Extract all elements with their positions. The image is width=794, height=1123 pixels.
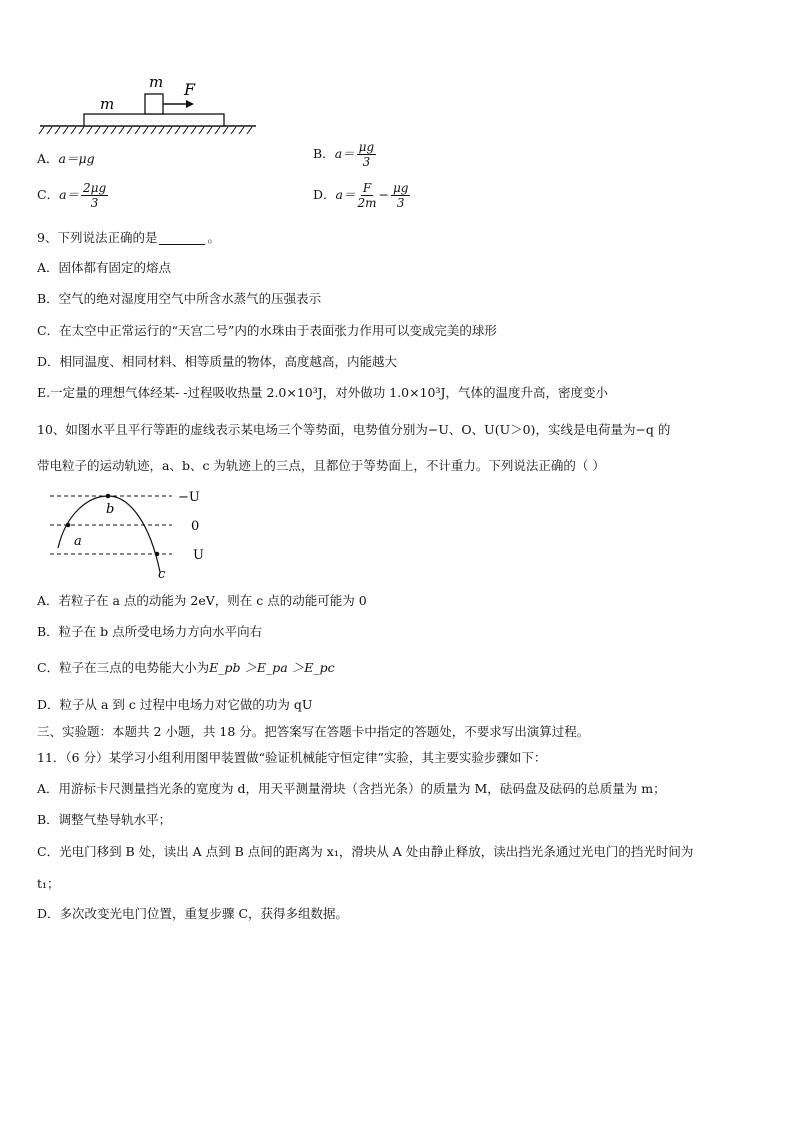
q11-step-a: A．用游标卡尺测量挡光条的宽度为 d，用天平测量滑块（含挡光条）的质量为 M，砝码盘及砝码的总质量为 m； <box>37 781 666 796</box>
q10-option-a: A．若粒子在 a 点的动能为 2eV，则在 c 点的动能可能为 0 <box>37 593 367 608</box>
q10-stem-line2: 带电粒子的运动轨迹，a、b、c 为轨迹上的三点，且都位于等势面上，不计重力。下列说法正确的（ ） <box>37 458 605 473</box>
q11-step-d: D．多次改变光电门位置，重复步骤 C，获得多组数据。 <box>37 906 349 921</box>
q9-option-c: C．在太空中正常运行的“天宫二号”内的水珠由于表面张力作用可以变成完美的球形 <box>37 323 497 338</box>
q10-option-d: D．粒子从 a 到 c 过程中电场力对它做的功为 qU <box>37 697 313 712</box>
q10-option-c: C．粒子在三点的电势能大小为E_pb ＞E_pa ＞E_pc <box>37 660 335 675</box>
answer-blank <box>159 244 205 245</box>
q8-option-c: C．a＝ $\frac{2\mu g}{3}$ <box>37 181 107 210</box>
q11-step-c: C．光电门移到 B 处，读出 A 点到 B 点间的距离为 x₁，滑块从 A 处由静止释放，读出挡光条通过光电门的挡光时间为 <box>37 844 694 859</box>
potential-label-bottom: U <box>193 548 204 563</box>
equipotential-figure <box>50 484 230 584</box>
potential-label-mid: 0 <box>191 519 200 534</box>
q11-step-c-cont: t₁； <box>37 876 60 891</box>
q9-option-d: D．相同温度、相同材料、相等质量的物体，高度越高，内能越大 <box>37 354 398 369</box>
block-board-figure <box>38 72 268 142</box>
block-mass-label: m <box>149 73 164 91</box>
q9-option-e: E.一定量的理想气体经某- -过程吸收热量 2.0×10³J，对外做功 1.0×10³J，气体的温度升高，密度变小 <box>37 385 609 400</box>
q10-stem-line1: 10、如图水平且平行等距的虚线表示某电场三个等势面，电势值分别为−U、O、U(U＞0)，实线是电荷量为−q 的 <box>37 422 671 437</box>
q9-option-a: A．固体都有固定的熔点 <box>37 260 172 275</box>
section-heading: 三、实验题：本题共 2 小题，共 18 分。把答案写在答题卡中指定的答题处，不要求写出演算过程。 <box>37 724 590 739</box>
point-a-label: a <box>74 534 82 549</box>
q9-option-b: B．空气的绝对湿度用空气中所含水蒸气的压强表示 <box>37 291 322 306</box>
point-c-label: c <box>158 567 166 582</box>
q11-stem: 11．（6 分）某学习小组利用图甲装置做“验证机械能守恒定律”实验，其主要实验步骤如下： <box>37 750 547 765</box>
potential-energy-inequality: E_pb ＞E_pa ＞E_pc <box>209 660 335 675</box>
q8-option-b: B．a＝ $\frac{\mu g}{3}$ <box>313 140 375 169</box>
q10-option-b: B．粒子在 b 点所受电场力方向水平向右 <box>37 624 263 639</box>
q8-option-a: A．a＝μg <box>37 151 95 166</box>
q11-step-b: B．调整气垫导轨水平； <box>37 812 172 827</box>
q9-stem: 9、下列说法正确的是 。 <box>37 230 220 245</box>
potential-label-top: −U <box>178 490 200 505</box>
point-b-label: b <box>106 502 115 517</box>
q8-option-d: D．a＝ $\frac{F}{2m}$ − $\frac{\mu g}{3}$ <box>313 181 409 210</box>
board-mass-label: m <box>100 95 115 113</box>
force-label: F <box>184 80 196 99</box>
